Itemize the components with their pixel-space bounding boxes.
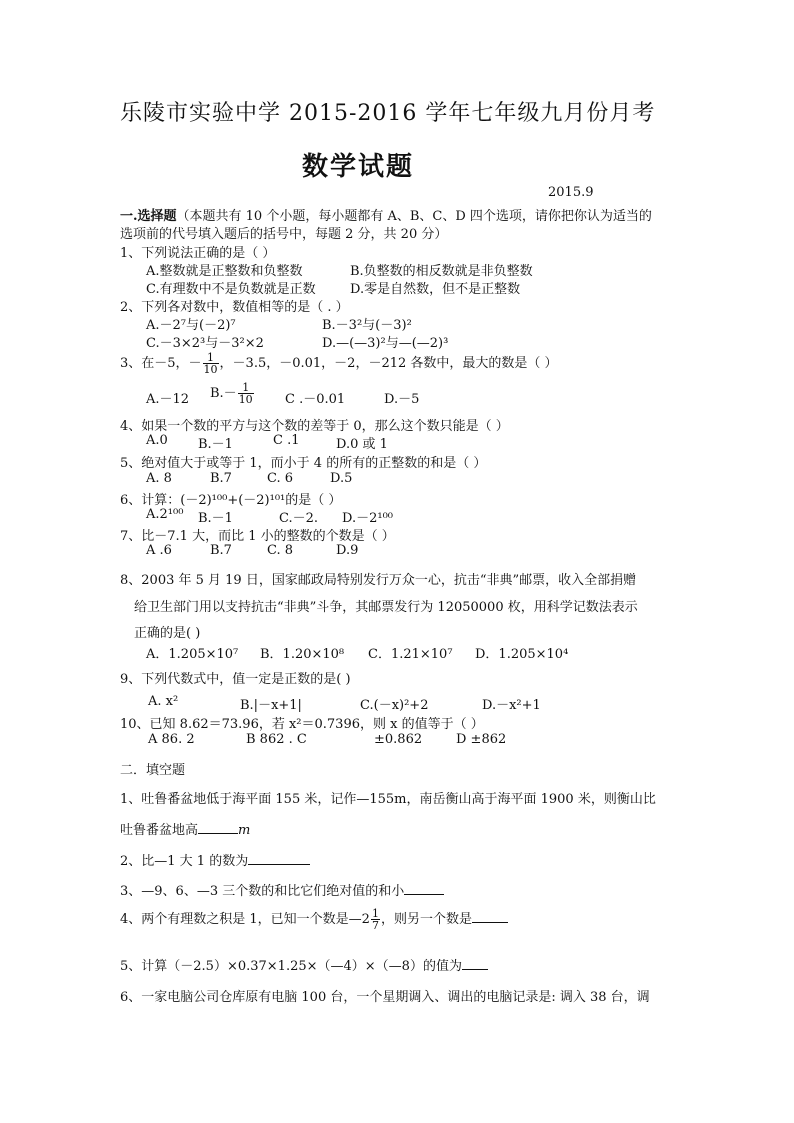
q3-option-b-prefix: B.－ bbox=[210, 386, 237, 401]
q3-fraction bbox=[203, 352, 219, 375]
q7-option-c: C. 8 bbox=[267, 543, 294, 558]
q6-stem: 6、计算：(－2)¹⁰⁰+(－2)¹⁰¹的是（ ） bbox=[120, 493, 342, 508]
fill-q5-text: 5、计算（－2.5）×0.37×1.25×（—4）×（—8）的值为 bbox=[120, 959, 462, 974]
q8-line3: 正确的是( ) bbox=[134, 626, 201, 641]
fill-q4-blank[interactable] bbox=[472, 910, 508, 923]
q4-option-d: D.0 或 1 bbox=[336, 437, 388, 452]
q10-stem: 10、已知 8.62＝73.96，若 x²＝0.7396，则 x 的值等于（ ） bbox=[120, 717, 484, 732]
q2-stem: 2、下列各对数中，数值相等的是（ . ） bbox=[120, 300, 349, 315]
fill-q4-fraction bbox=[371, 908, 380, 931]
q8-line1: 8、2003 年 5 月 19 日，国家邮政局特别发行万众一心，抗击“非典”邮票，收入全部捐赠 bbox=[120, 573, 637, 588]
fill-q4-denominator: 7 bbox=[371, 919, 379, 932]
q1-option-d: D.零是自然数，但不是正整数 bbox=[350, 282, 521, 297]
q6-option-d: D.－2¹⁰⁰ bbox=[342, 511, 393, 526]
q8-option-b: B．1.20×10⁸ bbox=[260, 647, 345, 662]
q5-option-c: C. 6 bbox=[267, 471, 294, 486]
q9-option-a: A. x² bbox=[148, 694, 179, 709]
section1-instructions-line1: （本题共有 10 个小题，每小题都有 A、B、C、D 四个选项，请你把你认为适当的 bbox=[176, 209, 652, 224]
q9-option-d: D.－x²+1 bbox=[482, 698, 541, 713]
fill-q5 bbox=[120, 955, 488, 974]
school-title: 乐陵市实验中学 2015-2016 学年七年级九月份月考 bbox=[120, 101, 656, 126]
q5-option-a: A. 8 bbox=[146, 471, 172, 486]
q9-option-b: B.|－x+1| bbox=[240, 698, 302, 713]
section1-intro bbox=[120, 205, 652, 224]
q3-option-b bbox=[210, 382, 255, 405]
fill-q4 bbox=[120, 908, 508, 931]
fill-q4-text-after: ，则另一个数是 bbox=[380, 912, 472, 927]
section2-heading: 二．填空题 bbox=[120, 763, 186, 778]
q7-option-d: D.9 bbox=[336, 543, 359, 558]
q8-option-c: C．1.21×10⁷ bbox=[368, 647, 453, 662]
section1-instructions-line2: 选项前的代号填入题后的括号中，每题 2 分，共 20 分） bbox=[120, 227, 448, 242]
q10-option-a: A 86. 2 bbox=[148, 732, 195, 747]
q2-option-b: B.－3²与(－3)² bbox=[322, 318, 412, 333]
q3-fraction-numerator: 1 bbox=[203, 352, 219, 364]
q4-option-b: B.－1 bbox=[198, 437, 233, 452]
q6-option-c: C.－2. bbox=[279, 511, 319, 526]
q5-option-b: B.7 bbox=[210, 471, 232, 486]
q9-stem: 9、下列代数式中，值一定是正数的是( ) bbox=[120, 672, 351, 687]
q3-fraction-denominator: 10 bbox=[203, 363, 218, 376]
q10-option-c: ±0.862 bbox=[374, 732, 423, 747]
q1-stem: 1、下列说法正确的是（ ） bbox=[120, 246, 276, 261]
q6-option-a: A.2¹⁰⁰ bbox=[146, 507, 184, 522]
fill-q2 bbox=[120, 850, 310, 869]
q7-option-b: B.7 bbox=[210, 543, 232, 558]
q3-stem-before: 3、在－5，－ bbox=[120, 356, 202, 371]
q2-option-d: D.—(—3)²与—(—2)³ bbox=[322, 336, 449, 351]
q3-stem-after: ，－3.5，－0.01，－2，－212 各数中，最大的数是（ ） bbox=[219, 356, 558, 371]
fill-q1-blank[interactable] bbox=[198, 821, 238, 834]
q8-option-d: D．1.205×10⁴ bbox=[475, 647, 569, 662]
fill-q4-text-before: 4、两个有理数之积是 1，已知一个数是—2 bbox=[120, 912, 370, 927]
q3-option-b-fraction bbox=[238, 382, 254, 405]
fill-q3 bbox=[120, 880, 444, 899]
subject-title: 数学试题 bbox=[302, 152, 415, 182]
q8-option-a: A．1.205×10⁷ bbox=[146, 647, 239, 662]
q10-option-b: B 862 . C bbox=[246, 732, 307, 747]
section1-heading: 一.选择题 bbox=[120, 209, 177, 224]
q9-option-c: C.(－x)²+2 bbox=[360, 698, 429, 713]
q3-option-c: C .－0.01 bbox=[285, 392, 346, 407]
q4-option-a: A.0 bbox=[146, 433, 168, 448]
q1-option-a: A.整数就是正整数和负整数 bbox=[146, 264, 303, 279]
fill-q4-numerator: 1 bbox=[371, 907, 379, 920]
q2-option-a: A.－2⁷与(－2)⁷ bbox=[146, 318, 236, 333]
q5-stem: 5、绝对值大于或等于 1，而小于 4 的所有的正整数的和是（ ） bbox=[120, 456, 487, 471]
q8-line2: 给卫生部门用以支持抗击“非典”斗争，其邮票发行为 12050000 枚，用科学记数法表示 bbox=[134, 600, 638, 615]
q3-stem bbox=[120, 352, 558, 375]
q5-option-d: D.5 bbox=[330, 471, 353, 486]
q10-option-d: D ±862 bbox=[456, 732, 507, 747]
fill-q2-text: 2、比—1 大 1 的数为 bbox=[120, 854, 249, 869]
fill-q6-line1: 6、一家电脑公司仓库原有电脑 100 台，一个星期调入、调出的电脑记录是: 调入 38 台，调 bbox=[120, 990, 650, 1005]
q7-option-a: A .6 bbox=[146, 543, 172, 558]
q3-option-a: A.－12 bbox=[146, 392, 190, 407]
q2-option-c: C.－3×2³与－3²×2 bbox=[146, 336, 264, 351]
q1-option-c: C.有理数中不是负数就是正数 bbox=[146, 282, 316, 297]
fill-q1-line2 bbox=[120, 819, 250, 838]
fill-q5-blank[interactable] bbox=[462, 957, 488, 970]
fill-q3-text: 3、—9、6、—3 三个数的和比它们绝对值的和小 bbox=[120, 884, 405, 899]
fill-q1-unit: m bbox=[238, 823, 251, 838]
q1-option-b: B.负整数的相反数就是非负整数 bbox=[350, 264, 533, 279]
fill-q1-text: 吐鲁番盆地高 bbox=[120, 823, 199, 838]
q6-option-b: B.－1 bbox=[198, 511, 233, 526]
fill-q1-line1: 1、吐鲁番盆地低于海平面 155 米，记作—155m，南岳衡山高于海平面 1900 米，则衡山比 bbox=[120, 792, 656, 807]
q3-option-d: D.－5 bbox=[384, 392, 420, 407]
fill-q2-blank[interactable] bbox=[248, 852, 310, 865]
exam-date: 2015.9 bbox=[548, 185, 594, 200]
q3-option-b-numerator: 1 bbox=[238, 382, 254, 394]
q7-stem: 7、比－7.1 大，而比 1 小的整数的个数是（ ） bbox=[120, 529, 395, 544]
q3-option-b-denominator: 10 bbox=[238, 393, 253, 406]
q4-stem: 4、如果一个数的平方与这个数的差等于 0，那么这个数只能是（ ） bbox=[120, 419, 509, 434]
q4-option-c: C .1 bbox=[273, 433, 300, 448]
fill-q3-blank[interactable] bbox=[404, 882, 444, 895]
